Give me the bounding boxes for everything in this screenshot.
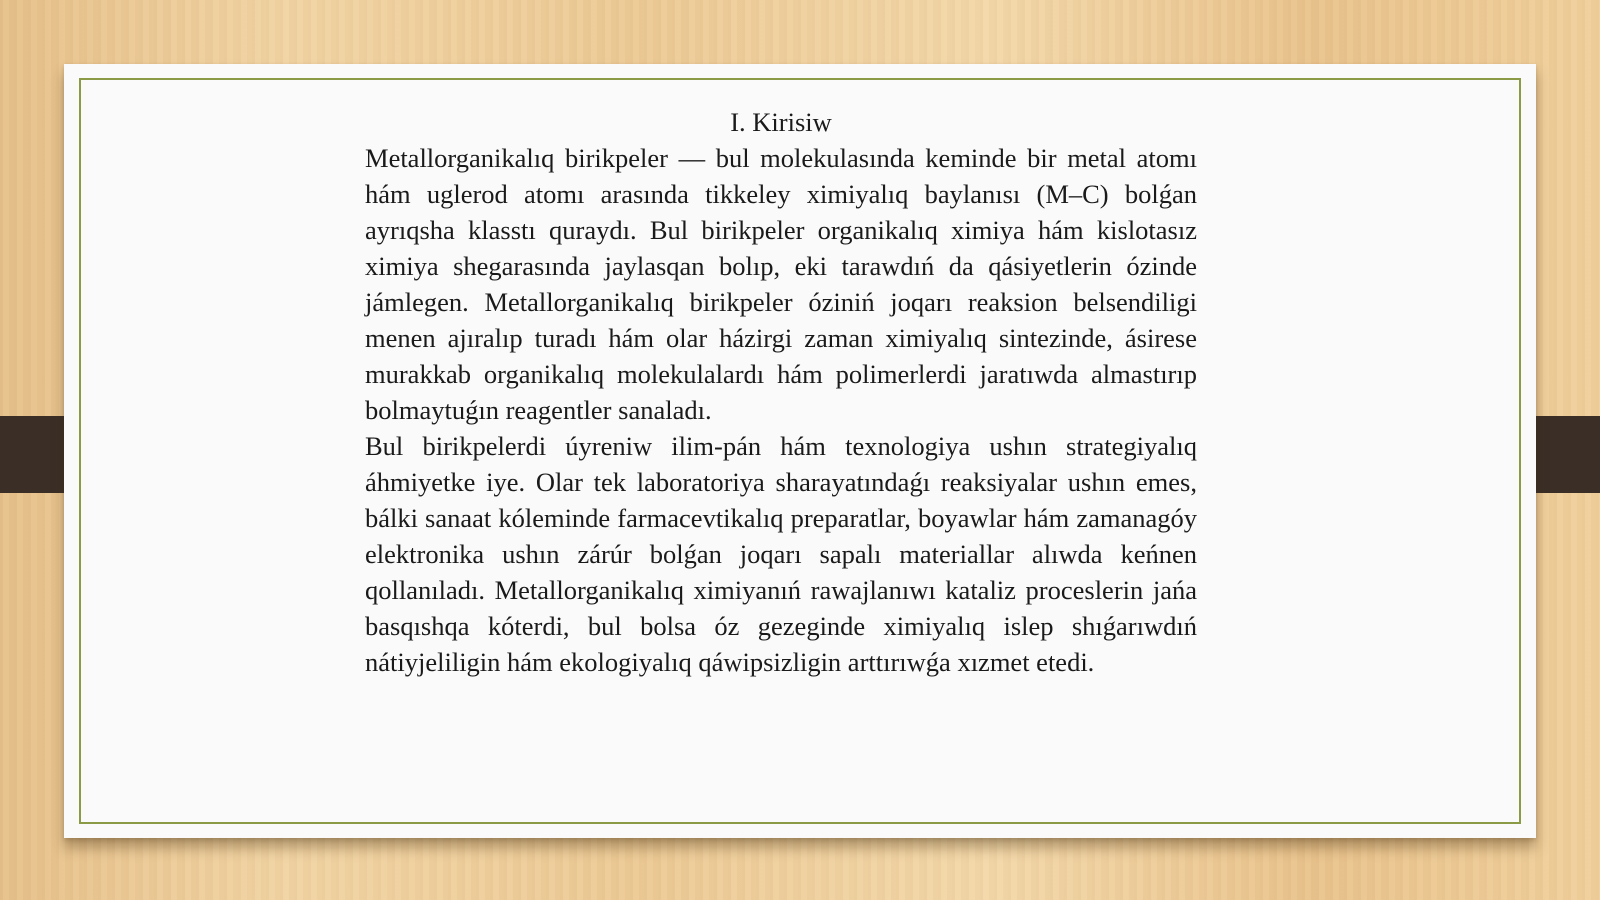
intro-paragraph-1: Metallorganikalıq birikpeler — bul molekulasında keminde bir metal atomı hám uglerod atomı arasında tikkeley ximiyalıq baylanısı (M–C) bolǵan ayrıqsha klasstı quraydı. Bul birikpeler organikalıq ximiya hám kislotasız ximiya shegarasında jaylasqan bolıp, eki tarawdıń da qásiyetlerin ózinde jámlegen. Metallorganikalıq birikpeler óziniń joqarı reaksion belsendiligi menen ajıralıp turadı hám olar házirgi zaman ximiyalıq sintezinde, ásirese murakkab organikalıq molekulalardı hám polimerlerdi jaratıwda almastırıp bolmaytuǵın reagentler sanaladı.	[365, 143, 1197, 425]
slide-content	[365, 104, 1197, 680]
intro-paragraph-2: Bul birikpelerdi úyreniw ilim-pán hám texnologiya ushın strategiyalıq áhmiyetke iye. Olar tek laboratoriya sharayatındaǵı reaksiyalar ushın emes, bálki sanaat kóleminde farmacevtikalıq preparatlar, boyawlar hám zamanagóy elektronika ushın zárúr bolǵan joqarı sapalı materiallar alıwda keńnen qollanıladı. Metallorganikalıq ximiyanıń rawajlanıwı kataliz proceslerin jańa basqıshqa kóterdi, bul bolsa óz gezeginde ximiyalıq islep shıǵarıwdıń nátiyjeliligin hám ekologiyalıq qáwipsizligin arttırıwǵa xızmet etedi.	[365, 431, 1197, 677]
slide-heading: I. Kirisiw	[730, 107, 832, 137]
slide-paper	[64, 64, 1536, 838]
